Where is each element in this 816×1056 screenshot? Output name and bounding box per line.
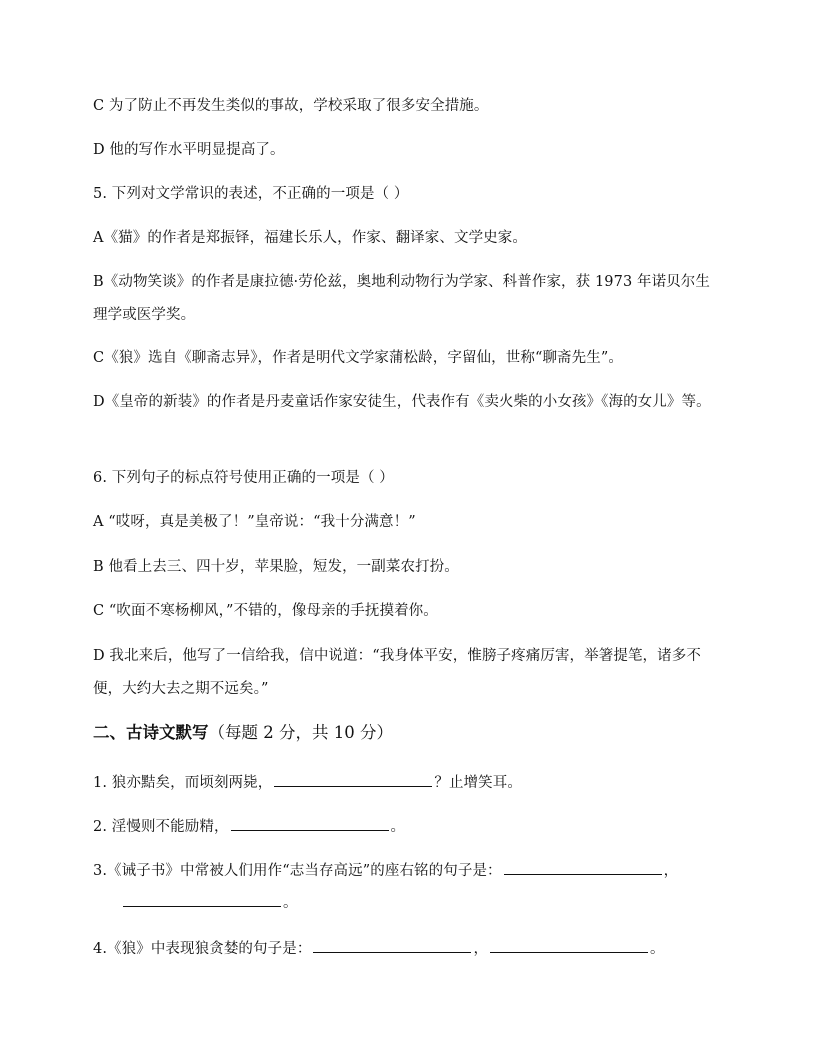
q6-option-d: D 我北来后，他写了一信给我，信中说道：“我身体平安，惟膀子疼痛厉害，举箸提笔，诸多不便，大约大去之期不远矣。” (93, 648, 701, 697)
fill-q1-blank[interactable] (274, 772, 432, 787)
q6-option-c: C “吹面不寒杨柳风，”不错的，像母亲的手抚摸着你。 (93, 603, 438, 619)
option-c-sentence: C 为了防止不再发生类似的事故，学校采取了很多安全措施。 (93, 98, 489, 114)
fill-question-3 (93, 860, 733, 881)
option-d-sentence: D 他的写作水平明显提高了。 (93, 142, 285, 158)
q5-option-b: B《动物笑谈》的作者是康拉德·劳伦兹，奥地利动物行为学家、科普作家，获 1973 年诺贝尔生理学或医学奖。 (93, 274, 710, 323)
section-2-heading (93, 722, 393, 744)
fill-q4-separator: ， (473, 941, 489, 957)
fill-question-2 (93, 816, 733, 837)
q5-option-d: D《皇帝的新装》的作者是丹麦童话作家安徒生，代表作有《卖火柴的小女孩》《海的女儿》等。 (93, 394, 711, 410)
fill-q3-blank-2[interactable] (123, 892, 281, 907)
fill-q3-separator: ， (663, 863, 679, 879)
fill-q4-blank-1[interactable] (313, 938, 471, 953)
fill-question-1 (93, 772, 733, 793)
fill-q4-blank-2[interactable] (490, 938, 648, 953)
fill-q2-blank[interactable] (231, 816, 389, 831)
question-5: 5. 下列对文学常识的表述，不正确的一项是（ ） (93, 186, 409, 202)
fill-q3-suffix: 。 (283, 895, 298, 911)
section-2-score-note: （每题 2 分，共 10 分） (208, 723, 393, 742)
fill-q2-suffix: 。 (390, 819, 406, 835)
fill-question-3-continued (121, 892, 761, 913)
fill-q4-prompt: 4.《狼》中表现狼贪婪的句子是： (93, 941, 312, 957)
question-6: 6. 下列句子的标点符号使用正确的一项是（ ） (93, 470, 394, 486)
fill-question-4 (93, 938, 733, 959)
fill-q3-prompt: 3.《诫子书》中常被人们用作“志当存高远”的座右铭的句子是： (93, 863, 502, 879)
q6-option-b: B 他看上去三、四十岁，苹果脸，短发，一副菜农打扮。 (93, 559, 459, 575)
fill-q4-suffix: 。 (650, 941, 665, 957)
q6-option-a: A “哎呀，真是美极了！”皇帝说：“我十分满意！” (93, 514, 416, 530)
fill-q2-prompt: 2. 淫慢则不能励精， (93, 819, 229, 835)
q5-option-c: C《狼》选自《聊斋志异》，作者是明代文学家蒲松龄，字留仙，世称“聊斋先生”。 (93, 350, 623, 366)
q5-option-a: A《猫》的作者是郑振铎，福建长乐人，作家、翻译家、文学史家。 (93, 230, 527, 246)
section-2-title: 二、古诗文默写 (93, 723, 209, 742)
fill-q1-prompt: 1. 狼亦黠矣，而顷刻两毙， (93, 775, 273, 791)
fill-q1-suffix: ？止增笑耳。 (434, 775, 522, 791)
fill-q3-blank-1[interactable] (504, 860, 662, 875)
